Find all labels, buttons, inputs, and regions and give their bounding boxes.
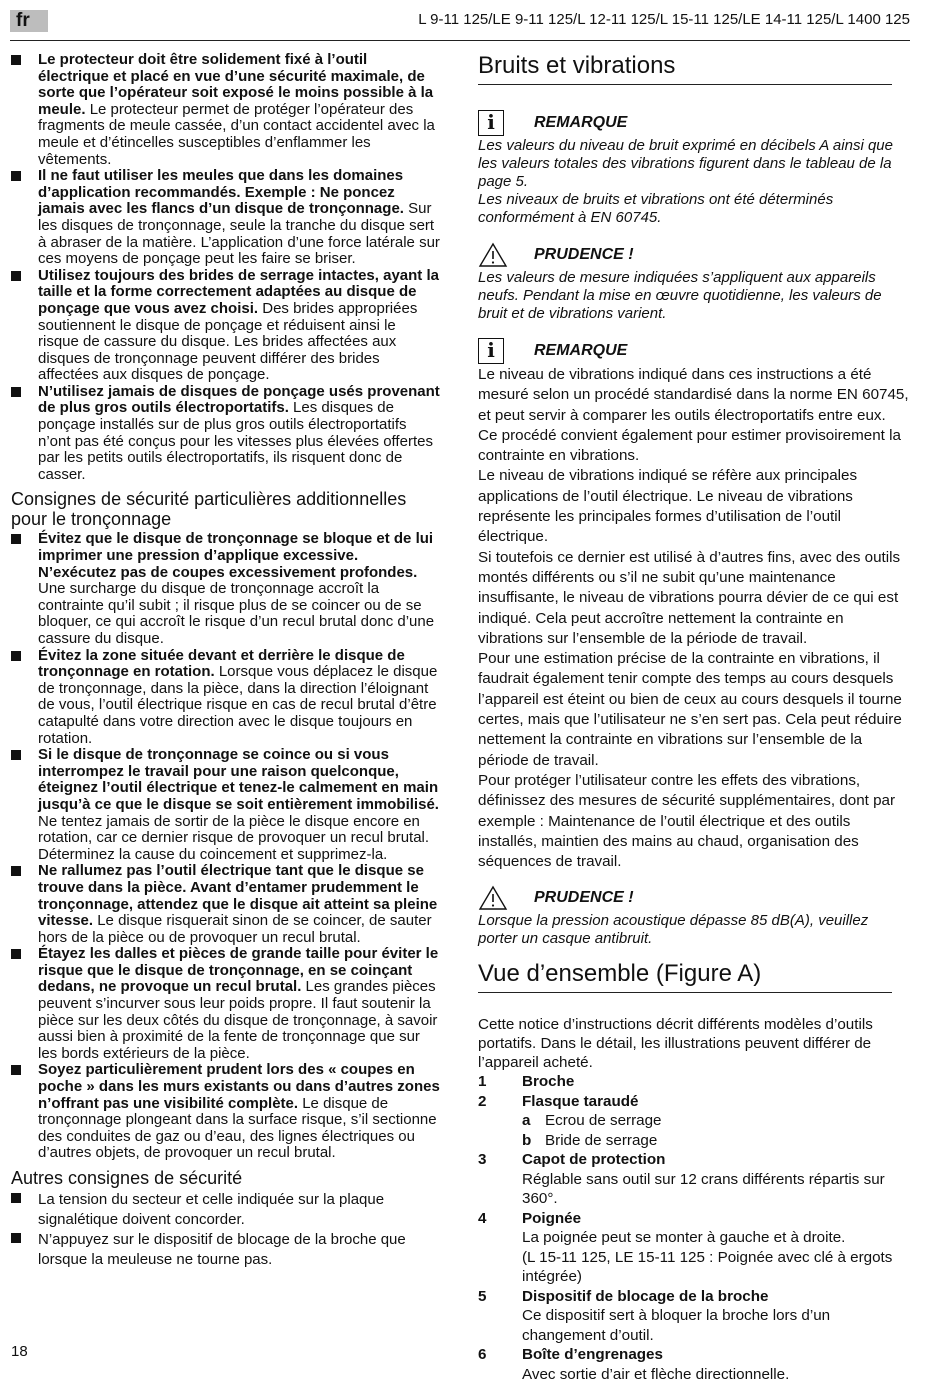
vibration-paragraph: Le niveau de vibrations indiqué dans ces instructions a été mesuré selon un procédé standardisé dans la norme EN 60745, et peut servir à comparer les outils électroportatifs entre eux. <box>478 366 909 424</box>
subitem-letter: b <box>522 1131 532 1149</box>
part-label: Capot de protection <box>522 1151 666 1169</box>
part-number: 1 <box>478 1073 487 1091</box>
safety-bullets-other <box>11 1190 440 1270</box>
bullet-text: Les disques de ponçage installés sur de plus gros outils électroportatifs n’ont pas été conçus pour les vitesses plus élevées offertes par les petits outils électroportatifs, ils risquent donc de casser. <box>38 399 433 483</box>
bullet-item <box>11 1062 440 1162</box>
bullet-item <box>11 384 440 484</box>
part-description: Réglable sans outil sur 12 crans différents répartis sur 360°. <box>522 1170 885 1208</box>
page-header <box>10 8 910 36</box>
bullet-text: Une surcharge du disque de tronçonnage accroît la contrainte qu’il subit ; il risque plus de se coincer ou de se bloquer, ce qui accroît le risque d’un recul brutal donc d’une cassure du disque. <box>38 580 435 647</box>
info-icon: i <box>478 110 504 136</box>
bullet-square-icon <box>11 1065 21 1075</box>
notice-title: REMARQUE <box>534 341 628 359</box>
model-list: L 9-11 125/LE 9-11 125/L 12-11 125/L 15-11 125/LE 14-11 125/L 1400 125 <box>418 11 910 28</box>
bullet-item <box>11 648 440 748</box>
parts-list-item <box>478 1209 910 1229</box>
vibration-paragraphs <box>478 365 910 872</box>
bullet-square-icon <box>11 55 21 65</box>
header-divider <box>10 40 910 41</box>
bullet-square-icon <box>11 171 21 181</box>
bullet-square-icon <box>11 651 21 661</box>
vibration-paragraph: Ce procédé convient également pour estimer provisoirement la contrainte en vibrations. <box>478 426 901 465</box>
vibration-paragraph: Pour une estimation précise de la contrainte en vibrations, il faudrait également tenir compte des temps au cours desquels l’appareil est éteint ou bien de ceux au cours desquels il tourne certes, mais que l’utilisateur ne s’en sert pas. Cela peut réduire nettement la contrainte en vibrations sur l’ensemble de la période de travail. <box>478 650 902 769</box>
bullet-square-icon <box>11 750 21 760</box>
section-heading-cutting: Consignes de sécurité particulières additionnelles pour le tronçonnage <box>11 489 407 530</box>
bullet-item <box>11 52 440 168</box>
part-number: 5 <box>478 1287 487 1305</box>
notice-title: PRUDENCE ! <box>534 245 634 263</box>
bullet-item <box>11 863 440 946</box>
vibration-paragraph: Pour protéger l’utilisateur contre les effets des vibrations, définissez des mesures de sécurité supplémentaires, dont par exemple : Maintenance de l’outil électrique et des outils installés, maintien des mains au chaud, organisation des séquences de travail. <box>478 771 896 871</box>
bullet-text: Ne tentez jamais de sortir de la pièce le disque encore en rotation, car ce dernier risque de provoquer un recul brutal. Déterminez la cause du coincement et supprimez-la. <box>38 812 430 863</box>
part-description: (L 15-11 125, LE 15-11 125 : Poignée avec clé à ergots intégrée) <box>522 1248 893 1286</box>
warning-triangle-icon <box>478 885 508 911</box>
overview-intro: Cette notice d’instructions décrit différents modèles d’outils portatifs. Dans le détail, les illustrations peuvent différer de l’appareil acheté. <box>478 1016 873 1072</box>
bullet-text: Sur les disques de tronçonnage, seule la tranche du disque sert à abraser de la matière. L’application d’une force latérale sur ces moyens de ponçage peut les faire se briser. <box>38 200 440 268</box>
bullet-text: La tension du secteur et celle indiquée sur la plaque signalétique doivent concorder. <box>38 1191 385 1228</box>
part-label: Dispositif de blocage de la broche <box>522 1287 769 1305</box>
notice-text: Les valeurs du niveau de bruit exprimé en décibels A ainsi que les valeurs totales des vibrations figurent dans le tableau de la page 5. <box>478 137 893 190</box>
bullet-item <box>11 946 440 1062</box>
bullet-item <box>11 268 440 384</box>
bullet-bold-text: Étayez les dalles et pièces de grande taille pour éviter le risque que le disque de tronçonnage, en se coinçant dedans, ne provoque un recul brutal. <box>38 945 439 996</box>
bullet-square-icon <box>11 534 21 544</box>
part-description: Avec sortie d’air et flèche directionnelle. <box>522 1365 790 1383</box>
left-column <box>11 52 440 1270</box>
bullet-item <box>11 747 440 863</box>
bullet-text: N’appuyez sur le dispositif de blocage de la broche que lorsque la meuleuse ne tourne pas. <box>38 1231 406 1268</box>
parts-list-item <box>478 1287 910 1307</box>
notice-title: PRUDENCE ! <box>534 889 634 907</box>
bullet-square-icon <box>11 1233 21 1243</box>
part-subitem <box>478 1111 910 1131</box>
info-icon: i <box>478 338 504 364</box>
warning-triangle-icon <box>478 242 508 268</box>
parts-list-item <box>478 1150 910 1170</box>
bullet-bold-text: Il ne faut utiliser les meules que dans les domaines d’application recommandés. Exemple : Ne poncez jamais avec les flancs d’un disque de tronçonnage. <box>38 167 404 218</box>
bullet-bold-text: Si le disque de tronçonnage se coince ou si vous interrompez le travail pour une raison quelconque, éteignez l’outil électrique et tenez-le calmement en main jusqu’à ce que le disque se soit entièrement immobilisé. <box>38 746 439 813</box>
notice-remark-2 <box>478 337 910 365</box>
notice-text-2: Les niveaux de bruits et vibrations ont été déterminés conformément à EN 60745. <box>478 191 834 226</box>
subitem-label: Ecrou de serrage <box>545 1112 662 1130</box>
bullet-text: Le disque risquerait sinon de se coincer, de sauter hors de la pièce ou de provoquer un recul brutal. <box>38 912 432 946</box>
section-heading-overview: Vue d’ensemble (Figure A) <box>478 960 892 993</box>
notice-remark-1 <box>478 109 910 137</box>
part-description: Ce dispositif sert à bloquer la broche lors d’un changement d’outil. <box>522 1307 831 1344</box>
parts-list-item <box>478 1345 910 1365</box>
right-column <box>478 52 910 1384</box>
bullet-bold-text: Évitez la zone située devant et derrière le disque de tronçonnage en rotation. <box>38 646 405 681</box>
bullet-bold-text: Évitez que le disque de tronçonnage se bloque et de lui imprimer une pression d’applique excessive. N’exécutez pas de coupes excessivement profondes. <box>38 530 434 581</box>
vibration-paragraph: Si toutefois ce dernier est utilisé à d’autres fins, avec des outils montés différents ou s’il ne subit qu’une maintenance insuffisante, le niveau de vibrations pourra dévier de ce qui est indiqué. Cela peut accroître nettement la contrainte en vibrations sur l’ensemble de la période de travail. <box>478 548 901 647</box>
section-heading-other: Autres consignes de sécurité <box>11 1168 243 1188</box>
part-label: Boîte d’engrenages <box>522 1346 663 1364</box>
part-number: 2 <box>478 1092 487 1110</box>
part-number: 4 <box>478 1209 487 1227</box>
notice-text: Lorsque la pression acoustique dépasse 85 dB(A), veuillez porter un casque antibruit. <box>478 912 869 948</box>
bullet-square-icon <box>11 949 21 959</box>
part-number: 6 <box>478 1346 487 1364</box>
parts-list-item <box>478 1092 910 1112</box>
bullet-bold-text: Le protecteur doit être solidement fixé à l’outil électrique et placé en vue d’une sécurité maximale, de sorte que l’opérateur soit exposé le moins possible à la meule. <box>38 51 434 118</box>
vibration-paragraph: Le niveau de vibrations indiqué se réfère aux principales applications de l’outil électrique. Le niveau de vibrations représente les principales formes d’utilisation de l’outil électrique. <box>478 467 858 546</box>
bullet-item <box>11 531 440 647</box>
part-subitem <box>478 1131 910 1151</box>
page-number: 18 <box>11 1343 28 1360</box>
part-description: La poignée peut se monter à gauche et à droite. <box>522 1229 846 1247</box>
parts-list <box>478 1072 910 1384</box>
section-heading-noise: Bruits et vibrations <box>478 52 892 85</box>
bullet-item <box>11 1190 440 1230</box>
parts-list-item <box>478 1072 910 1092</box>
bullet-bold-text: N’utilisez jamais de disques de ponçage usés provenant de plus gros outils électroportatifs. <box>38 382 440 417</box>
bullet-item <box>11 168 440 268</box>
part-number: 3 <box>478 1151 487 1169</box>
notice-title: REMARQUE <box>534 113 628 131</box>
bullet-square-icon <box>11 1193 21 1203</box>
notice-caution-1 <box>478 241 910 269</box>
bullet-square-icon <box>11 271 21 281</box>
bullet-text: Les grandes pièces peuvent s’incurver sous leur poids propre. Il faut soutenir la pièce sur les deux côtés du disque de tronçonnage, à savoir aussi bien à proximité de la fente de tronçonnage que sur les bords extérieurs de la pièce. <box>38 978 438 1062</box>
subitem-label: Bride de serrage <box>545 1131 658 1149</box>
bullet-bold-text: Utilisez toujours des brides de serrage intactes, ayant la taille et la forme correctement adaptées au disque de ponçage que vous avez choisi. <box>38 266 439 317</box>
bullet-square-icon <box>11 866 21 876</box>
safety-bullets-cutting <box>11 531 440 1162</box>
part-label: Broche <box>522 1073 575 1091</box>
language-tab: fr <box>10 10 48 32</box>
bullet-text: Des brides appropriées soutiennent le disque de ponçage et réduisent ainsi le risque de cassure du disque. Les brides affectées aux disques de tronçonnage peuvent différer des brides affectées aux disques de ponçage. <box>38 299 418 384</box>
bullet-bold-text: Ne rallumez pas l’outil électrique tant que le disque se trouve dans la pièce. Avant d’entamer prudemment le tronçonnage, attendez que le disque ait atteint sa pleine vitesse. <box>38 862 438 930</box>
notice-caution-2 <box>478 884 910 912</box>
part-label: Poignée <box>522 1209 582 1227</box>
subitem-letter: a <box>522 1112 531 1130</box>
bullet-text: Le disque de tronçonnage plongeant dans la surface risque, s’il sectionne des conduites de gaz ou d’eau, des lignes électriques ou d’autres objets, de provoquer un recul brutal. <box>38 1094 437 1162</box>
bullet-item <box>11 1230 440 1270</box>
notice-text: Les valeurs de mesure indiquées s’appliquent aux appareils neufs. Pendant la mise en œuvre quotidienne, les valeurs de bruit et de vibrations varient. <box>478 269 882 322</box>
bullet-text: Le protecteur permet de protéger l’opérateur des fragments de meule cassée, d’un contact accidentel avec la meule et d’étincelles susceptibles d’enflammer les vêtements. <box>38 100 435 168</box>
safety-bullets-general <box>11 52 440 483</box>
part-label: Flasque taraudé <box>522 1092 639 1110</box>
bullet-square-icon <box>11 387 21 397</box>
bullet-bold-text: Soyez particulièrement prudent lors des « coupes en poche » dans les murs existants ou dans d’autres zones n’offrant pas une visibilité complète. <box>38 1061 440 1112</box>
bullet-text: Lorsque vous déplacez le disque de tronçonnage, dans la pièce, dans la direction l’éloignant de vous, l’outil électrique risque en cas de recul brutal d’être catapulté dans votre direction avec le disque toujours en rotation. <box>38 663 438 747</box>
